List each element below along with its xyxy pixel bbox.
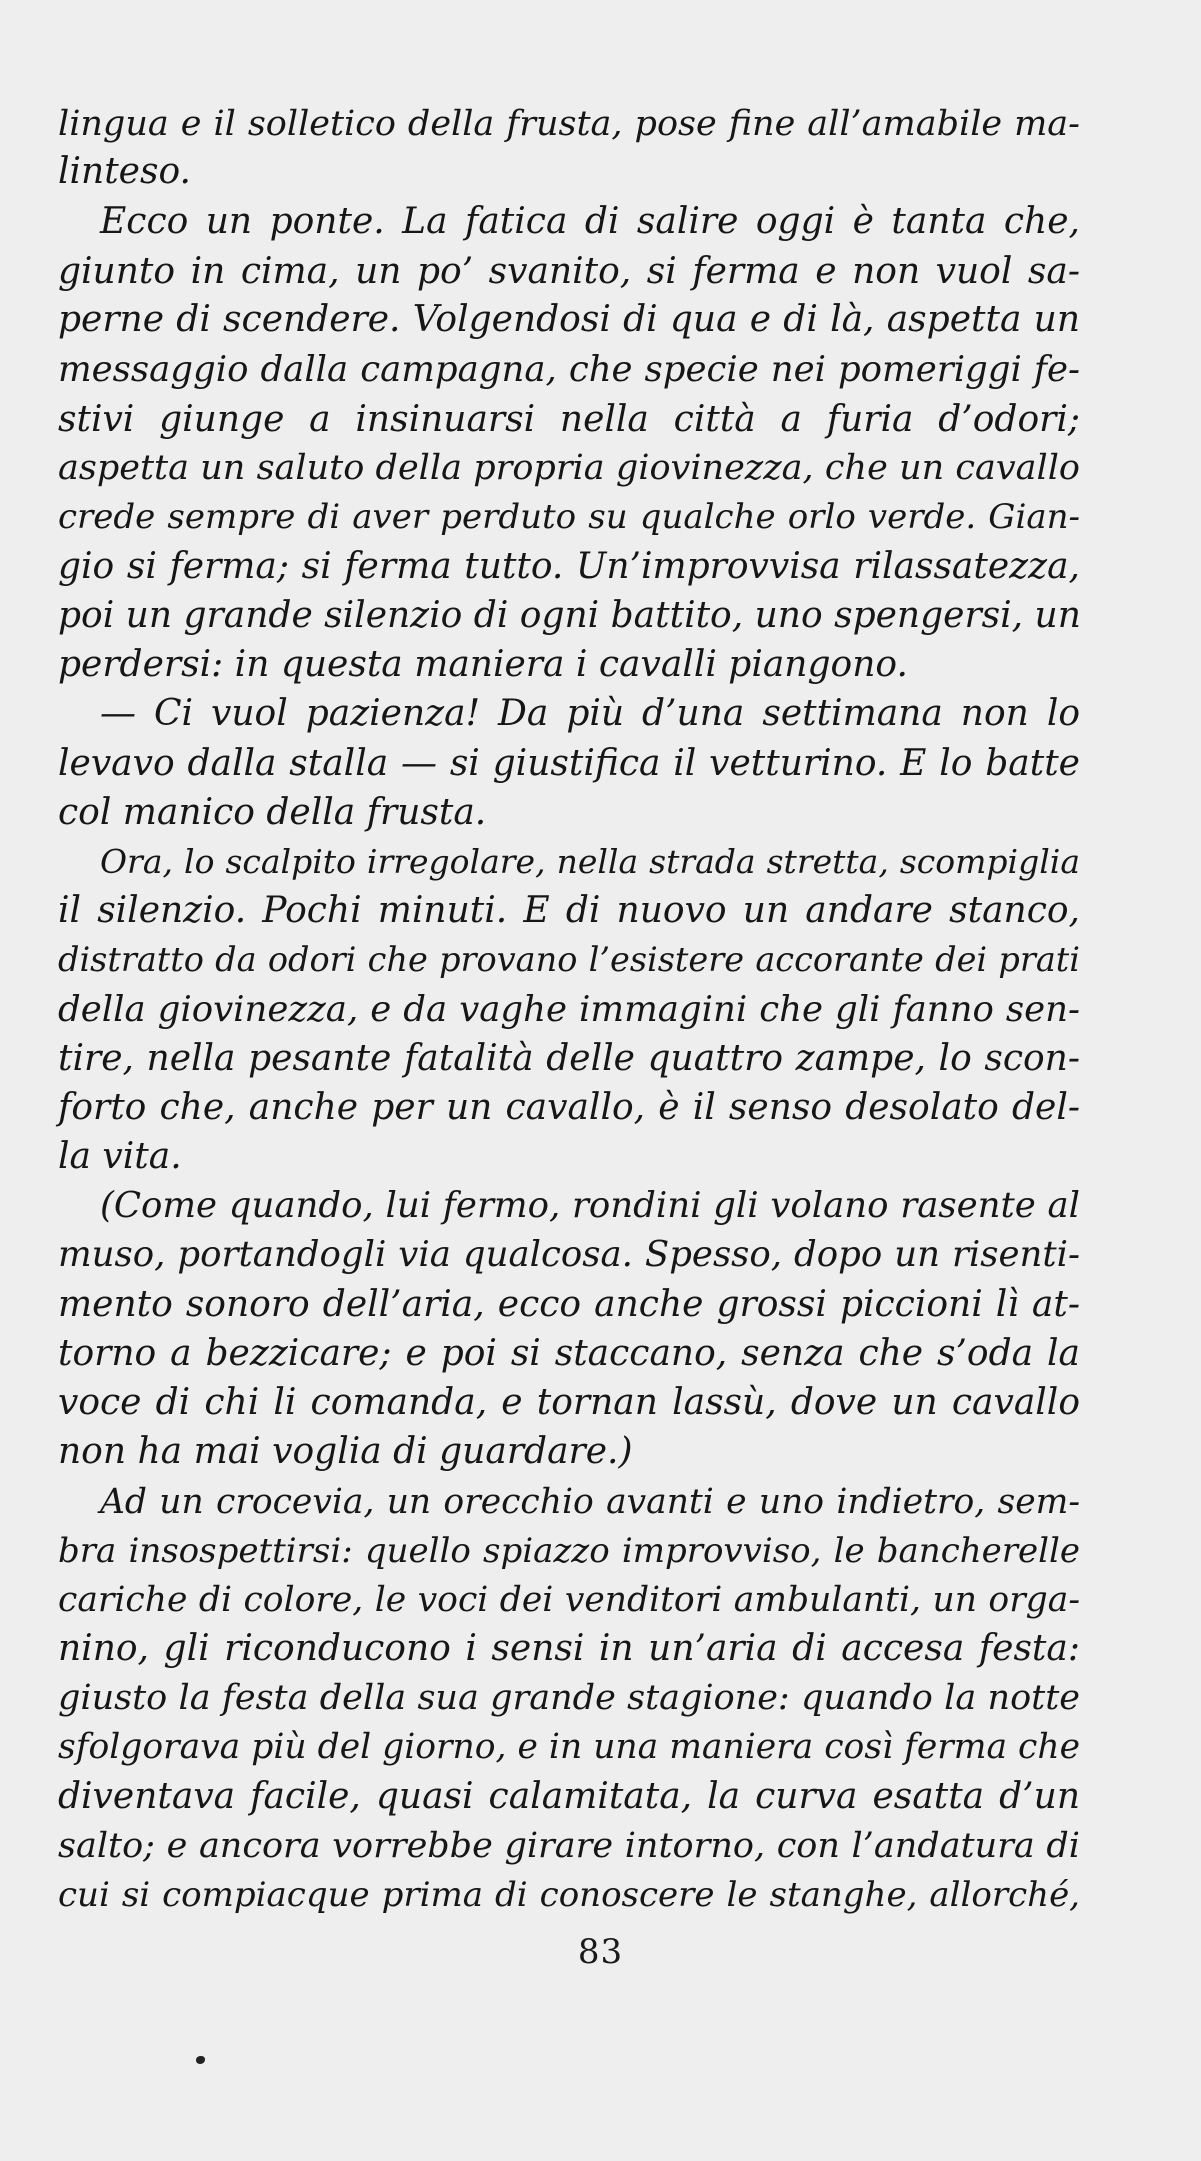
text-line: voce di chi li comanda, e tornan lassù, dove un cavallo bbox=[58, 1382, 1080, 1423]
text-line: distratto da odori che provano l’esistere accorante dei prati bbox=[58, 940, 1080, 979]
text-line: poi un grande silenzio di ogni battito, uno spengersi, un bbox=[58, 595, 1081, 636]
text-line: sfolgorava più del giorno, e in una maniera così ferma che bbox=[58, 1727, 1080, 1767]
text-line: levavo dalla stalla — si giustifica il vetturino. E lo batte bbox=[58, 743, 1080, 784]
text-line: Ora, lo scalpito irregolare, nella strada stretta, scompiglia bbox=[100, 842, 1080, 881]
text-line: nino, gli riconducono i sensi in un’aria di accesa festa: bbox=[58, 1628, 1080, 1669]
text-line: — Ci vuol pazienza! Da più d’una settimana non lo bbox=[100, 693, 1080, 734]
text-line: giunto in cima, un po’ svanito, si ferma e non vuol sa- bbox=[58, 251, 1080, 292]
text-line: salto; e ancora vorrebbe girare intorno, con l’andatura di bbox=[58, 1826, 1080, 1866]
text-line: mento sonoro dell’aria, ecco anche grossi piccioni lì at- bbox=[58, 1284, 1080, 1325]
text-line: giusto la festa della sua grande stagione: quando la notte bbox=[58, 1678, 1080, 1718]
text-line: (Come quando, lui fermo, rondini gli volano rasente al bbox=[100, 1185, 1080, 1226]
text-line: muso, portandogli via qualcosa. Spesso, dopo un risenti- bbox=[58, 1234, 1080, 1275]
page-number: 83 bbox=[577, 1932, 624, 1972]
ink-speck bbox=[196, 2056, 205, 2064]
text-line: linteso. bbox=[58, 151, 191, 192]
text-line: crede sempre di aver perduto su qualche orlo verde. Gian- bbox=[58, 497, 1080, 537]
text-line: Ecco un ponte. La fatica di salire oggi è tanta che, bbox=[100, 201, 1080, 242]
text-line: diventava facile, quasi calamitata, la curva esatta d’un bbox=[58, 1776, 1080, 1817]
text-line: col manico della frusta. bbox=[58, 792, 487, 833]
text-line: tire, nella pesante fatalità delle quattro zampe, lo scon- bbox=[58, 1038, 1080, 1079]
text-line: aspetta un saluto della propria giovinezza, che un cavallo bbox=[58, 448, 1080, 488]
text-line: Ad un crocevia, un orecchio avanti e uno indietro, sem- bbox=[100, 1482, 1080, 1522]
text-line: messaggio dalla campagna, che specie nei pomeriggi fe- bbox=[58, 349, 1080, 390]
text-line: il silenzio. Pochi minuti. E di nuovo un andare stanco, bbox=[58, 890, 1080, 931]
text-line: perne di scendere. Volgendosi di qua e di là, aspetta un bbox=[58, 299, 1080, 340]
text-line: la vita. bbox=[58, 1136, 182, 1177]
text-line: torno a bezzicare; e poi si staccano, senza che s’oda la bbox=[58, 1333, 1080, 1374]
text-line: cariche di colore, le voci dei venditori ambulanti, un orga- bbox=[58, 1580, 1080, 1620]
text-line: lingua e il solletico della frusta, pose fine all’amabile ma- bbox=[58, 104, 1080, 144]
text-line: gio si ferma; si ferma tutto. Un’improvvisa rilassatezza, bbox=[58, 546, 1080, 587]
text-line: perdersi: in questa maniera i cavalli piangono. bbox=[58, 644, 908, 685]
text-line: cui si compiacque prima di conoscere le stanghe, allorché, bbox=[58, 1875, 1080, 1915]
text-line: bra insospettirsi: quello spiazzo improvviso, le bancherelle bbox=[58, 1531, 1080, 1571]
text-line: stivi giunge a insinuarsi nella città a furia d’odori; bbox=[58, 399, 1080, 440]
text-line: forto che, anche per un cavallo, è il senso desolato del- bbox=[58, 1087, 1080, 1128]
text-line: non ha mai voglia di guardare.) bbox=[58, 1431, 633, 1472]
text-line: della giovinezza, e da vaghe immagini che gli fanno sen- bbox=[58, 989, 1080, 1030]
